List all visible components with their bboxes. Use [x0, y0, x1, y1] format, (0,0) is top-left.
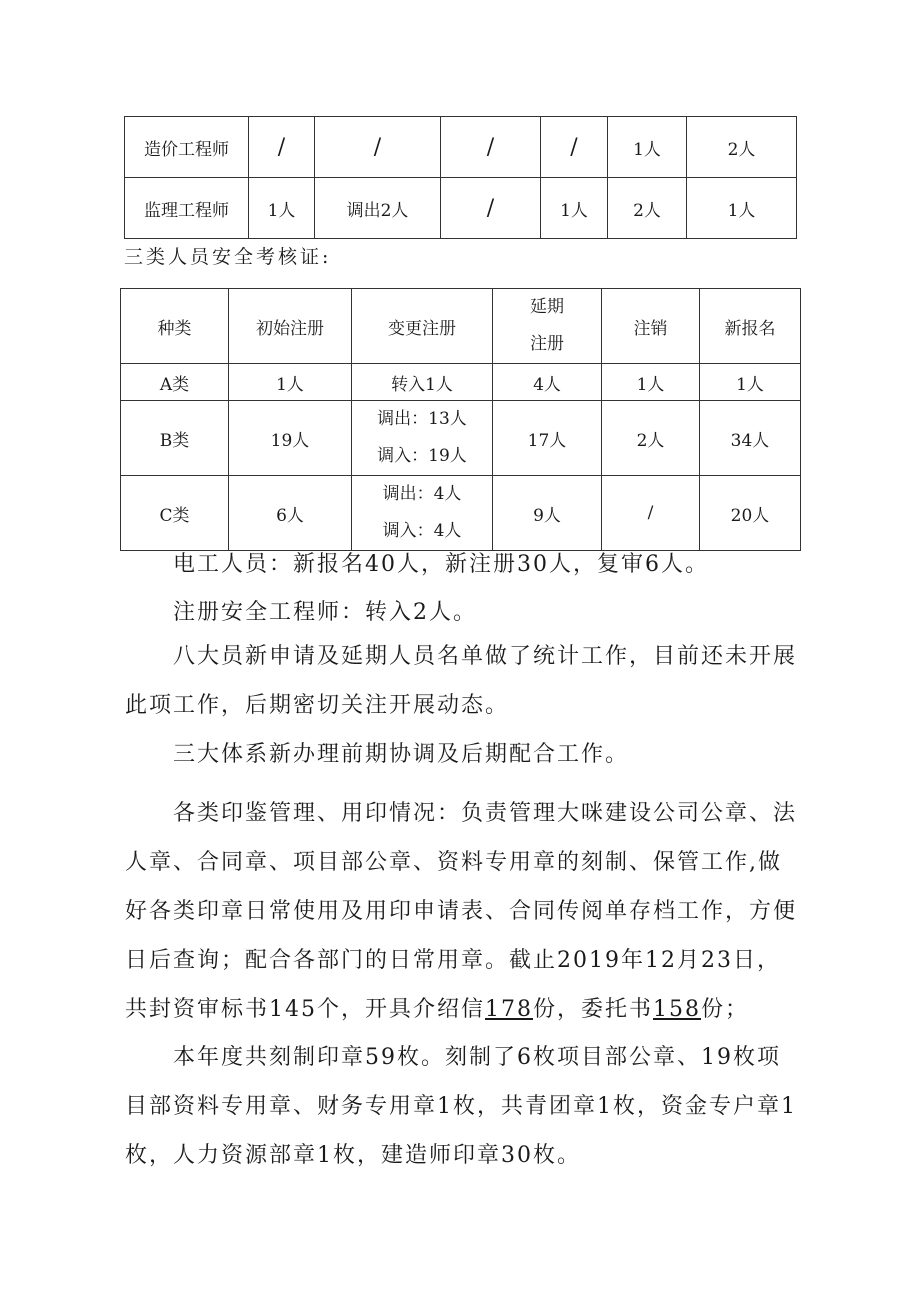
table-cell: / [441, 178, 541, 239]
table-cell: 1人 [602, 364, 700, 401]
table-cell: 2人 [602, 401, 700, 476]
cell-line: 调出：13人 [377, 409, 467, 429]
paragraph-seals-made: 本年度共刻制印章59枚。刻制了6枚项目部公章、19枚项目部资料专用章、财务专用章1枚，共青团章1枚，资金专户章1枚，人力资源部章1枚，建造师印章30枚。 [125, 1045, 797, 1168]
paragraph-electrician: 电工人员：新报名40人，新注册30人，复审6人。 [173, 552, 709, 577]
row-label: 监理工程师 [125, 178, 249, 239]
table-cell: 17人 [493, 401, 602, 476]
header-cell: 种类 [121, 289, 229, 364]
table-cell: 1人 [608, 117, 687, 178]
table-cell: A类 [121, 364, 229, 401]
table-cell: 1人 [249, 178, 315, 239]
table-cell: / [315, 117, 441, 178]
table-cell: 19人 [229, 401, 352, 476]
table-cell: B类 [121, 401, 229, 476]
table-cell: 6人 [229, 476, 352, 551]
table-cell: 1人 [229, 364, 352, 401]
table-cell: 4人 [493, 364, 602, 401]
table-cell: 1人 [541, 178, 608, 239]
header-cell: 初始注册 [229, 289, 352, 364]
row-label: 造价工程师 [125, 117, 249, 178]
seals-text: 份； [701, 997, 750, 1022]
table-cell: 9人 [493, 476, 602, 551]
table-row [121, 476, 801, 551]
header-cell [493, 289, 602, 364]
table-cell: 2人 [608, 178, 687, 239]
qualification-table [124, 116, 797, 239]
table-cell: 1人 [687, 178, 797, 239]
table-cell: / [441, 117, 541, 178]
header-cell: 变更注册 [352, 289, 493, 364]
table-row [121, 401, 801, 476]
intro-letter-count: 178 [485, 997, 533, 1022]
safety-certificate-table [120, 288, 801, 551]
seals-text: 各类印鉴管理、用印情况：负责管理大咪建设公司公章、法人章、合同章、项目部公章、资料专用章的刻制、保管工作,做好各类印章日常使用及用印申请表、合同传阅单存档工作，方便日后查询；配合各部门的日常用章。截止2019年12月23日，共封资审标书145个，开具介绍信 [125, 801, 798, 1022]
table-cell: / [541, 117, 608, 178]
table-cell [352, 476, 493, 551]
power-of-attorney-count: 158 [653, 997, 702, 1022]
table-header-row [121, 289, 801, 364]
header-line: 注册 [530, 334, 564, 354]
table-cell: 2人 [687, 117, 797, 178]
header-cell: 注销 [602, 289, 700, 364]
table-row [125, 117, 797, 178]
paragraph-three-systems: 三大体系新办理前期协调及后期配合工作。 [173, 742, 630, 767]
cell-line: 调入：19人 [377, 446, 467, 466]
table-cell: 调出2人 [315, 178, 441, 239]
cell-line: 调入：4人 [382, 521, 462, 541]
section-title: 三类人员安全考核证: [124, 246, 332, 268]
table-cell: / [249, 117, 315, 178]
table-cell: 转入1人 [352, 364, 493, 401]
seals-text: 份，委托书 [533, 997, 654, 1022]
table-cell: 1人 [700, 364, 801, 401]
header-line: 延期 [530, 297, 564, 317]
table-cell: 20人 [700, 476, 801, 551]
paragraph-safety-engineer: 注册安全工程师：转入2人。 [173, 600, 477, 625]
table-cell: 34人 [700, 401, 801, 476]
table-cell [352, 401, 493, 476]
table-cell: / [602, 476, 700, 551]
table-cell: C类 [121, 476, 229, 551]
cell-line: 调出：4人 [382, 484, 462, 504]
paragraph-eight-staff: 八大员新申请及延期人员名单做了统计工作，目前还未开展此项工作，后期密切关注开展动态。 [125, 644, 798, 718]
paragraph-seals [125, 789, 797, 1034]
header-cell: 新报名 [700, 289, 801, 364]
table-row [121, 364, 801, 401]
table-row [125, 178, 797, 239]
